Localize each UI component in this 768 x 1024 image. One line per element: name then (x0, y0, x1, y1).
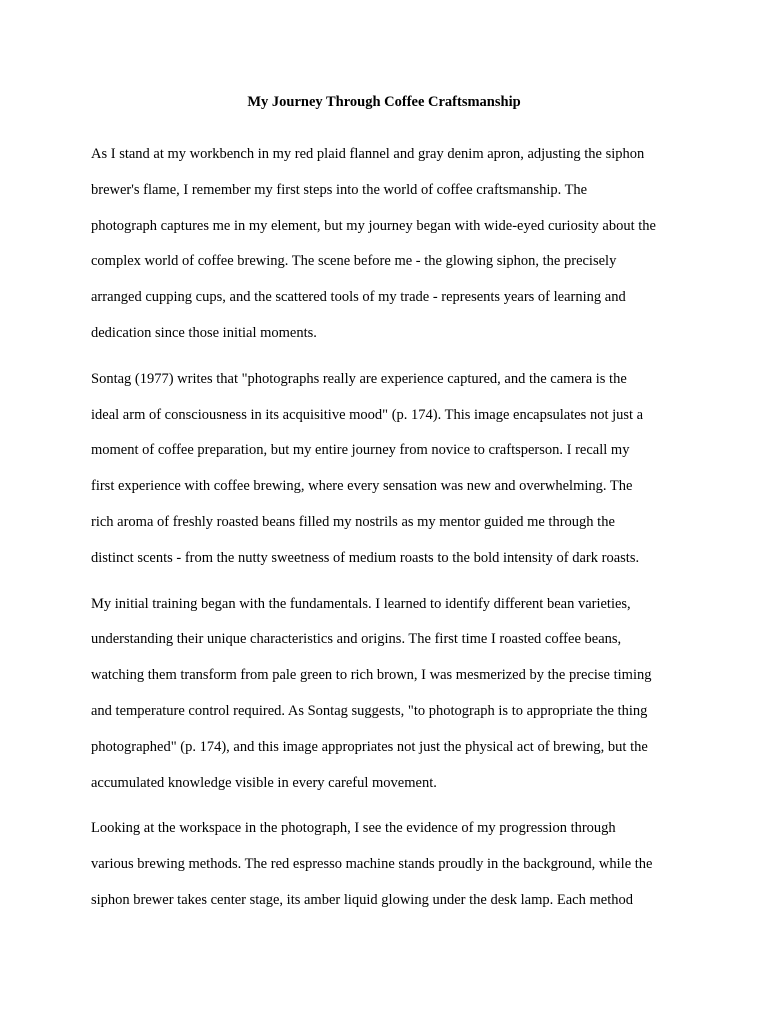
document-title: My Journey Through Coffee Craftsmanship (247, 94, 521, 110)
paragraph-3 (91, 587, 691, 802)
text-line: Looking at the workspace in the photograph, I see the evidence of my progression through (91, 820, 616, 837)
text-line: understanding their unique characteristics and origins. The first time I roasted coffee beans, (91, 631, 622, 648)
text-line: moment of coffee preparation, but my entire journey from novice to craftsperson. I recall my (91, 442, 630, 459)
text-line: ideal arm of consciousness in its acquisitive mood" (p. 174). This image encapsulates not just a (91, 406, 644, 423)
paragraph-2 (91, 362, 691, 577)
text-line: rich aroma of freshly roasted beans filled my nostrils as my mentor guided me through the (91, 513, 615, 530)
paragraph-1 (91, 137, 691, 352)
text-line: brewer's flame, I remember my first steps into the world of coffee craftsmanship. The (91, 181, 588, 198)
text-line: accumulated knowledge visible in every careful movement. (91, 774, 437, 791)
text-line: complex world of coffee brewing. The scene before me - the glowing siphon, the precisely (91, 253, 617, 270)
text-line: watching them transform from pale green to rich brown, I was mesmerized by the precise timing (91, 667, 652, 684)
text-line: photograph captures me in my element, but my journey began with wide-eyed curiosity about the (91, 217, 656, 234)
text-line: dedication since those initial moments. (91, 324, 317, 341)
text-line: My initial training began with the fundamentals. I learned to identify different bean varieties, (91, 595, 631, 612)
text-line: arranged cupping cups, and the scattered tools of my trade - represents years of learning and (91, 289, 626, 306)
paragraph-4 (91, 811, 691, 918)
text-line: photographed" (p. 174), and this image appropriates not just the physical act of brewing, but the (91, 738, 648, 755)
text-line: and temperature control required. As Sontag suggests, "to photograph is to appropriate the thing (91, 702, 648, 719)
text-line: first experience with coffee brewing, where every sensation was new and overwhelming. The (91, 478, 633, 495)
text-line: siphon brewer takes center stage, its amber liquid glowing under the desk lamp. Each method (91, 891, 633, 908)
text-line: Sontag (1977) writes that "photographs really are experience captured, and the camera is the (91, 370, 627, 387)
document-body (91, 137, 691, 929)
text-line: As I stand at my workbench in my red plaid flannel and gray denim apron, adjusting the siphon (91, 146, 645, 162)
text-line: distinct scents - from the nutty sweetness of medium roasts to the bold intensity of dark roasts. (91, 549, 640, 566)
text-line: various brewing methods. The red espresso machine stands proudly in the background, while the (91, 856, 653, 873)
